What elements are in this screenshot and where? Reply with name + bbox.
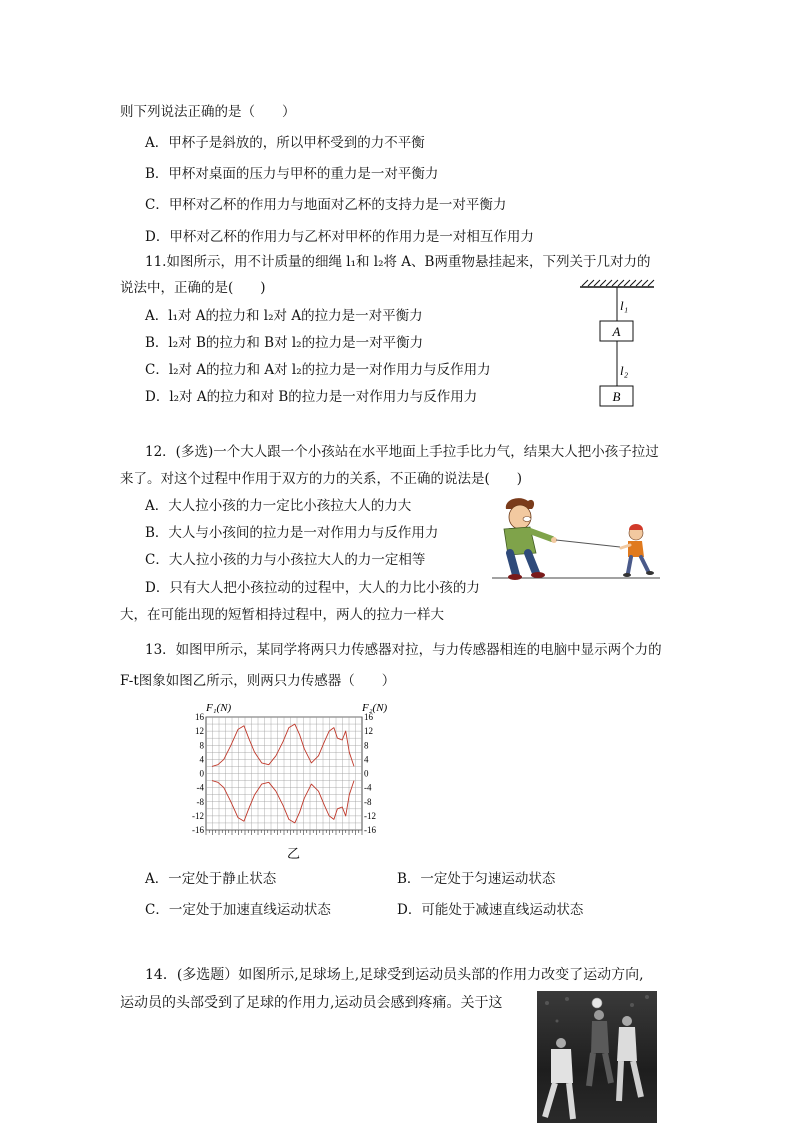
left-tick-label: -8 [196, 796, 204, 807]
q11-option-c: C．l₂对 A的拉力和 A对 l₂的拉力是一对作用力与反作用力 [145, 362, 491, 378]
q10-stem-end: 则下列说法正确的是（ ） [120, 104, 296, 120]
right-tick-label: 8 [364, 740, 369, 751]
child-figure [621, 524, 654, 577]
left-tick-label: 0 [199, 768, 204, 779]
block-a-label: A [612, 324, 621, 339]
left-axis-label: F₁(N) [206, 702, 232, 714]
q12-option-c: C．大人拉小孩的力与小孩拉大人的力一定相等 [145, 552, 426, 568]
right-tick-label: -16 [364, 825, 376, 835]
q13-option-b: B．一定处于匀速运动状态 [397, 871, 556, 887]
football-photo [537, 991, 657, 1123]
left-tick-label: 16 [195, 712, 204, 722]
left-tick-label: -4 [196, 782, 204, 793]
q11-stem-line2: 说法中，正确的是( ) [120, 280, 266, 296]
right-tick-label: -4 [364, 782, 372, 793]
q11-option-a: A．l₁对 A的拉力和 l₂对 A的拉力是一对平衡力 [145, 308, 423, 324]
rope [556, 540, 620, 547]
right-tick-label: 12 [364, 726, 373, 737]
q11-stem-line1: 11.如图所示，用不计质量的细绳 l₁和 l₂将 A、B两重物悬挂起来，下列关于几对力的 [145, 254, 651, 270]
q12-option-a: A．大人拉小孩的力一定比小孩拉大人的力大 [145, 498, 412, 514]
q12-stem-line2: 来了。对这个过程中作用于双方的力的关系，不正确的说法是( ) [120, 471, 523, 487]
rope-l1-label: l₁ [620, 298, 629, 313]
right-axis-label: F₂(N) [362, 702, 388, 714]
q13-option-d: D．可能处于减速直线运动状态 [397, 902, 584, 918]
block-b-label: B [612, 389, 621, 404]
q13-stem-line1: 13．如图甲所示，某同学将两只力传感器对拉，与力传感器相连的电脑中显示两个力的 [145, 642, 662, 658]
q12-option-b: B．大人与小孩间的拉力是一对作用力与反作用力 [145, 525, 439, 541]
right-tick-label: 0 [364, 768, 369, 779]
q14-stem-line1: 14．(多选题）如图所示,足球场上,足球受到运动员头部的作用力改变了运动方向, [145, 967, 644, 983]
left-tick-label: 12 [195, 726, 204, 737]
left-tick-label: -16 [192, 825, 204, 835]
q11-rope-figure [576, 278, 660, 410]
rope-l2-label: l₂ [620, 363, 629, 378]
chart-caption: 乙 [287, 846, 301, 861]
q12-option-d: D．只有大人把小孩拉动的过程中，大人的力比小孩的力 [145, 580, 480, 596]
q13-option-a: A．一定处于静止状态 [145, 871, 277, 887]
ball [592, 998, 602, 1008]
left-tick-label: -12 [192, 810, 204, 821]
tug-of-war-illustration [490, 495, 662, 585]
left-tick-label: 8 [199, 740, 204, 751]
right-tick-label: -8 [364, 796, 372, 807]
adult-figure [504, 498, 557, 580]
q12-option-d-cont: 大，在可能出现的短暂相持过程中，两人的拉力一样大 [120, 607, 444, 623]
q10-option-b: B．甲杯对桌面的压力与甲杯的重力是一对平衡力 [145, 166, 439, 182]
q14-stem-line2: 运动员的头部受到了足球的作用力,运动员会感到疼痛。关于这 [120, 995, 503, 1011]
right-tick-label: -12 [364, 810, 376, 821]
q10-option-a: A．甲杯子是斜放的，所以甲杯受到的力不平衡 [145, 135, 425, 151]
right-tick-label: 4 [364, 754, 369, 765]
q13-stem-line2: F-t图象如图乙所示，则两只力传感器（ ） [120, 673, 396, 689]
q11-option-b: B．l₂对 B的拉力和 B对 l₂的拉力是一对平衡力 [145, 335, 424, 351]
right-tick-label: 16 [364, 712, 373, 722]
q11-option-d: D．l₂对 A的拉力和对 B的拉力是一对作用力与反作用力 [145, 389, 478, 405]
q12-stem-line1: 12．(多选)一个大人跟一个小孩站在水平地面上手拉手比力气，结果大人把小孩子拉过 [145, 444, 659, 460]
q13-option-c: C．一定处于加速直线运动状态 [145, 902, 331, 918]
left-tick-label: 4 [199, 754, 204, 765]
q10-option-c: C．甲杯对乙杯的作用力与地面对乙杯的支持力是一对平衡力 [145, 197, 507, 213]
q13-ft-chart [190, 696, 395, 864]
q10-option-d: D．甲杯对乙杯的作用力与乙杯对甲杯的作用力是一对相互作用力 [145, 229, 534, 245]
